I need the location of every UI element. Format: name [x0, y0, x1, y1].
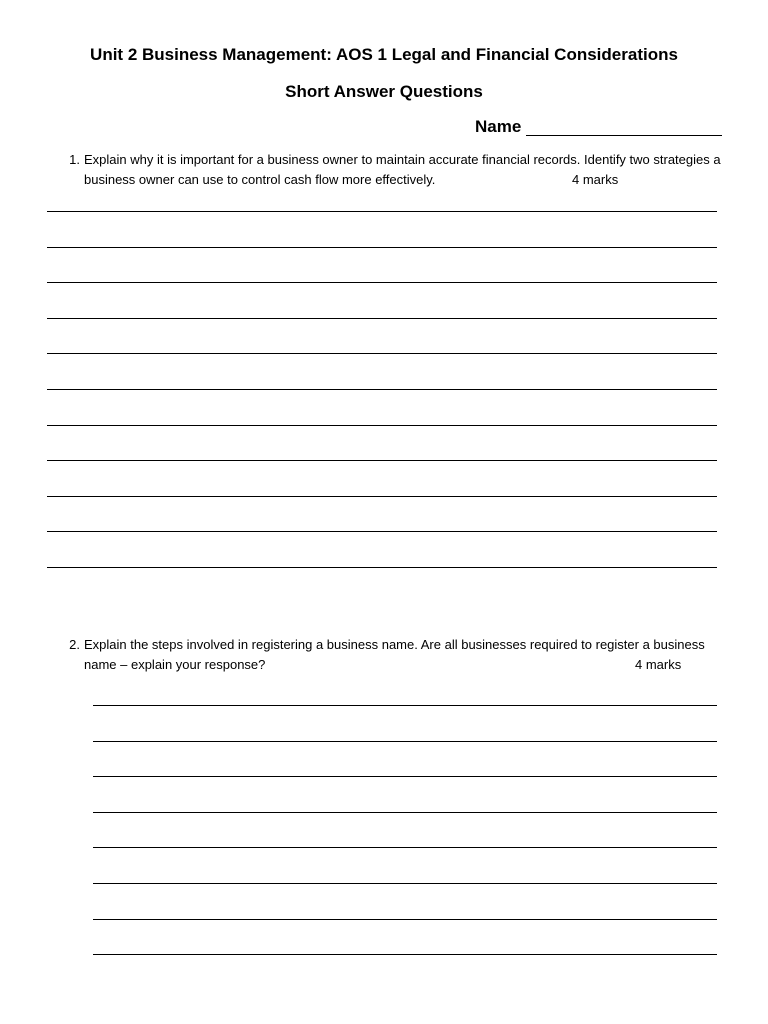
question-marks: 4 marks [572, 171, 619, 187]
question-2 [60, 635, 728, 675]
answer-line[interactable] [47, 282, 717, 283]
question-marks: 4 marks [635, 656, 682, 672]
answer-line[interactable] [47, 531, 717, 532]
name-field[interactable] [475, 116, 725, 138]
name-label: Name [475, 117, 522, 136]
answer-line[interactable] [93, 705, 717, 706]
answer-line[interactable] [47, 247, 717, 248]
answer-line[interactable] [93, 741, 717, 742]
answer-line[interactable] [93, 883, 717, 884]
answer-line[interactable] [93, 847, 717, 848]
answer-line[interactable] [47, 211, 717, 212]
answer-line[interactable] [47, 318, 717, 319]
answer-line[interactable] [47, 353, 717, 354]
answer-line[interactable] [47, 389, 717, 390]
answer-line[interactable] [47, 425, 717, 426]
page-title: Unit 2 Business Management: AOS 1 Legal and Financial Considerations [90, 45, 678, 64]
answer-line[interactable] [47, 567, 717, 568]
name-underline [526, 135, 722, 136]
answer-line[interactable] [93, 812, 717, 813]
question-text: Explain the steps involved in registering a business name. Are all businesses required to register a business name – explain your response? [84, 637, 705, 672]
answer-line[interactable] [93, 954, 717, 955]
question-number: 2. [69, 637, 80, 652]
answer-line[interactable] [47, 460, 717, 461]
answer-line[interactable] [93, 919, 717, 920]
page-subtitle: Short Answer Questions [285, 82, 483, 101]
answer-line[interactable] [47, 496, 717, 497]
question-number: 1. [69, 152, 80, 167]
question-1 [60, 150, 728, 190]
question-text: Explain why it is important for a business owner to maintain accurate financial records. Identify two strategies a business owner can use to control cash flow more effectively. [84, 152, 721, 187]
answer-line[interactable] [93, 776, 717, 777]
